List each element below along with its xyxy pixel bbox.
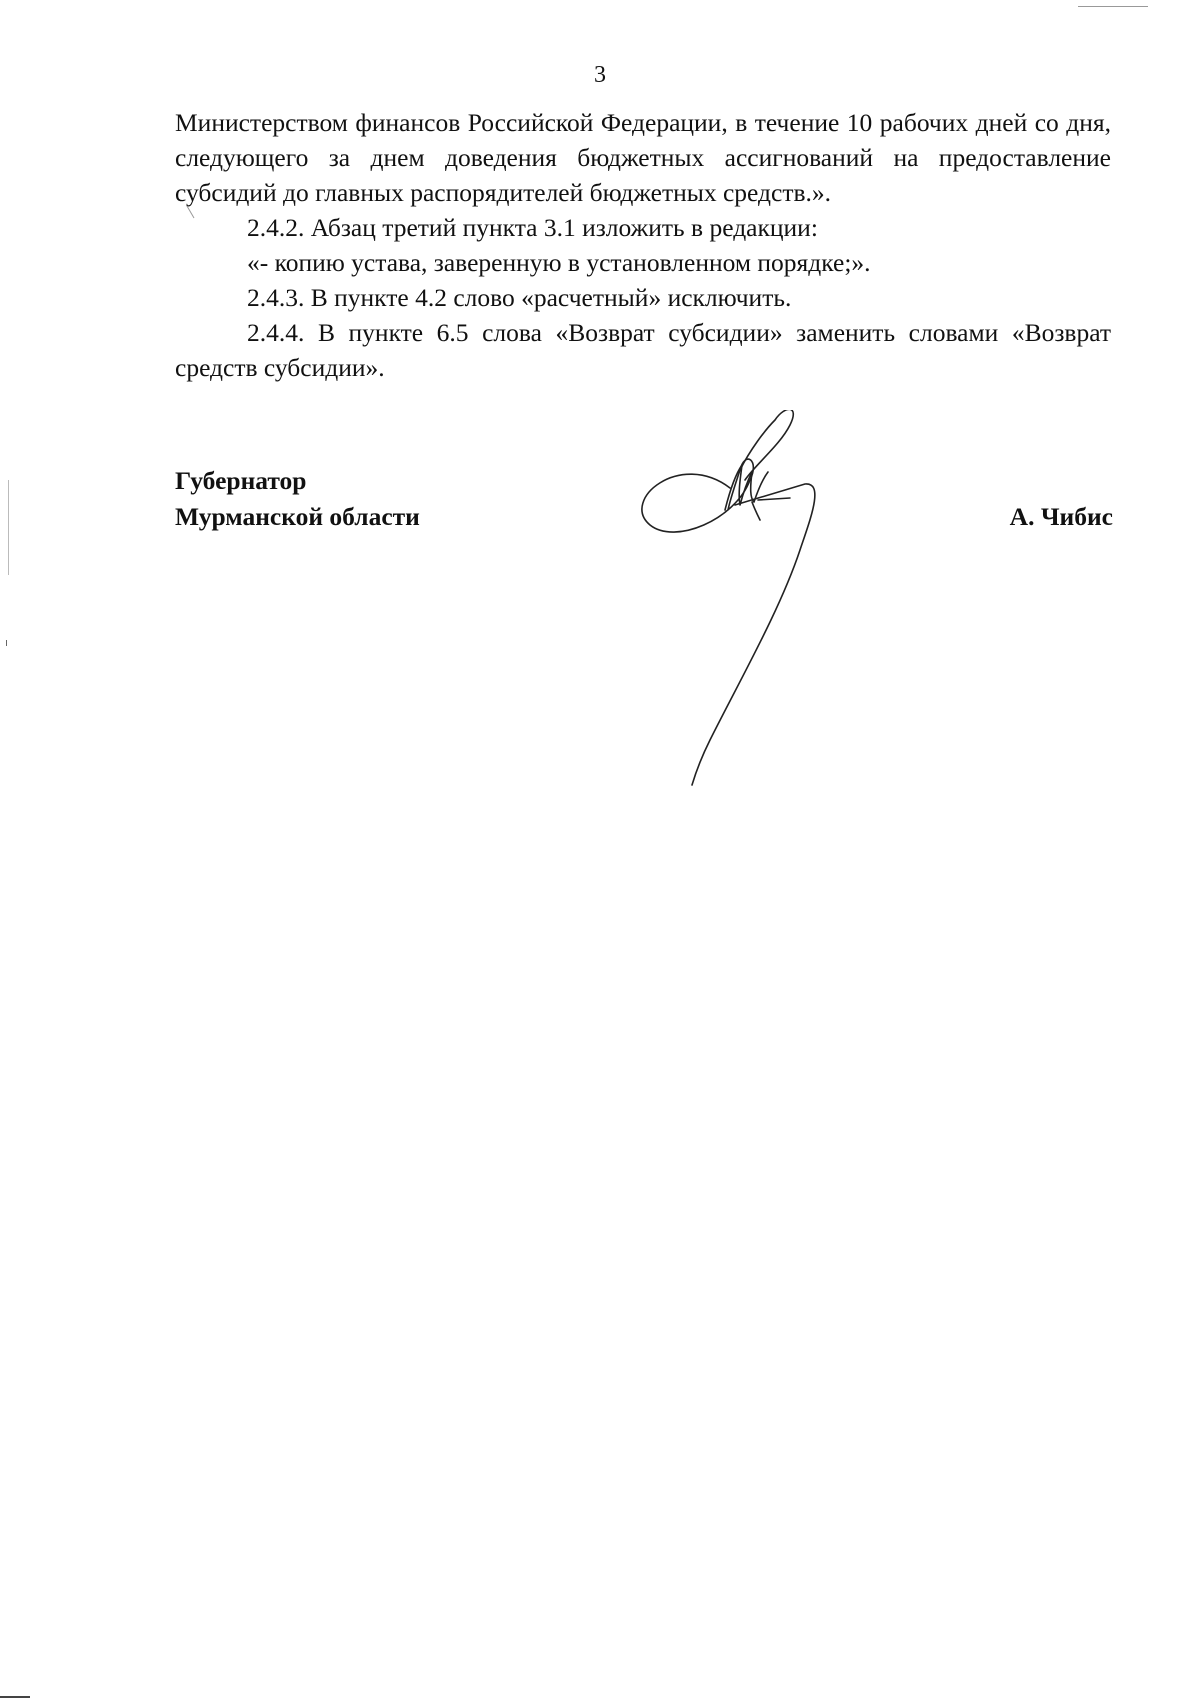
document-body: [175, 105, 1111, 385]
signatory-title-line1: Губернатор: [175, 466, 307, 495]
scan-edge-mark: [6, 640, 7, 646]
signatory-title-line2: Мурманской области: [175, 502, 420, 531]
paragraph-continuation: Министерством финансов Российской Федерации, в течение 10 рабочих дней со дня, следующего за днем доведения бюджетных ассигнований на предоставление субсидий до главных распорядителей бюджетных средств.».: [175, 108, 1111, 207]
signatory-title: [175, 463, 420, 535]
paragraph-quote-charter: «- копию устава, заверенную в установленном порядке;».: [247, 248, 871, 277]
paragraph-2-4-3: 2.4.3. В пункте 4.2 слово «расчетный» исключить.: [247, 283, 792, 312]
scan-edge-mark: [8, 480, 9, 575]
paragraph-2-4-4: 2.4.4. В пункте 6.5 слова «Возврат субсидии» заменить словами «Возврат средств субсидии».: [175, 318, 1111, 382]
scan-edge-mark: [1078, 6, 1148, 7]
page-number: 3: [594, 62, 606, 88]
signatory-name: А. Чибис: [1009, 502, 1113, 531]
paragraph-2-4-2: 2.4.2. Абзац третий пункта 3.1 изложить в редакции:: [247, 213, 818, 242]
handwritten-signature: [640, 410, 880, 810]
scan-edge-mark: [0, 1696, 30, 1698]
